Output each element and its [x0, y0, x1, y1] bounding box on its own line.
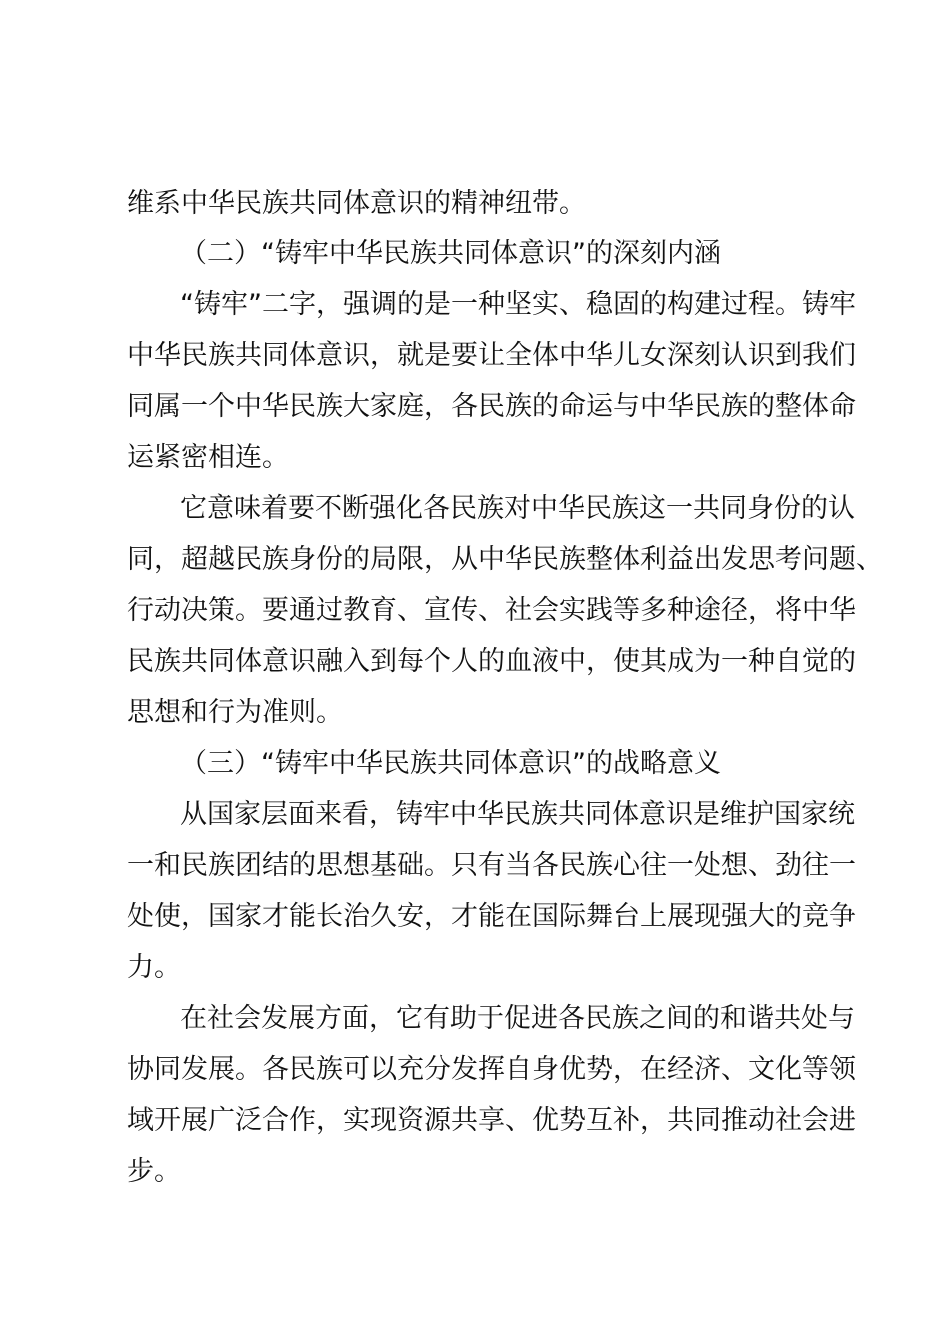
paragraph-line: 一和民族团结的思想基础。只有当各民族心往一处想、劲往一 — [127, 850, 856, 881]
paragraph-line: 处使，国家才能长治久安，才能在国际舞台上展现强大的竞争 — [127, 901, 856, 932]
section-heading-2: （二）“铸牢中华民族共同体意识”的深刻内涵 — [180, 238, 721, 269]
paragraph-line: 民族共同体意识融入到每个人的血液中，使其成为一种自觉的 — [127, 646, 856, 677]
paragraph-line: 思想和行为准则。 — [127, 697, 343, 728]
paragraph-line: 步。 — [127, 1156, 181, 1187]
paragraph-line: 从国家层面来看，铸牢中华民族共同体意识是维护国家统 — [180, 799, 855, 830]
paragraph-line: 协同发展。各民族可以充分发挥自身优势，在经济、文化等领 — [127, 1054, 856, 1085]
paragraph-line: 维系中华民族共同体意识的精神纽带。 — [127, 188, 586, 219]
paragraph-line: 同属一个中华民族大家庭，各民族的命运与中华民族的整体命 — [127, 391, 856, 422]
section-heading-3: （三）“铸牢中华民族共同体意识”的战略意义 — [180, 748, 721, 779]
paragraph-line: 域开展广泛合作，实现资源共享、优势互补，共同推动社会进 — [127, 1105, 856, 1136]
paragraph-line: 同，超越民族身份的局限，从中华民族整体利益出发思考问题、 — [127, 544, 883, 575]
paragraph-line: “铸牢”二字，强调的是一种坚实、稳固的构建过程。铸牢 — [180, 289, 856, 320]
paragraph-line: 它意味着要不断强化各民族对中华民族这一共同身份的认 — [180, 493, 855, 524]
paragraph-line: 行动决策。要通过教育、宣传、社会实践等多种途径，将中华 — [127, 595, 856, 626]
paragraph-line: 中华民族共同体意识，就是要让全体中华儿女深刻认识到我们 — [127, 340, 856, 371]
paragraph-line: 力。 — [127, 952, 181, 983]
paragraph-line: 运紧密相连。 — [127, 442, 289, 473]
paragraph-line: 在社会发展方面，它有助于促进各民族之间的和谐共处与 — [180, 1003, 855, 1034]
